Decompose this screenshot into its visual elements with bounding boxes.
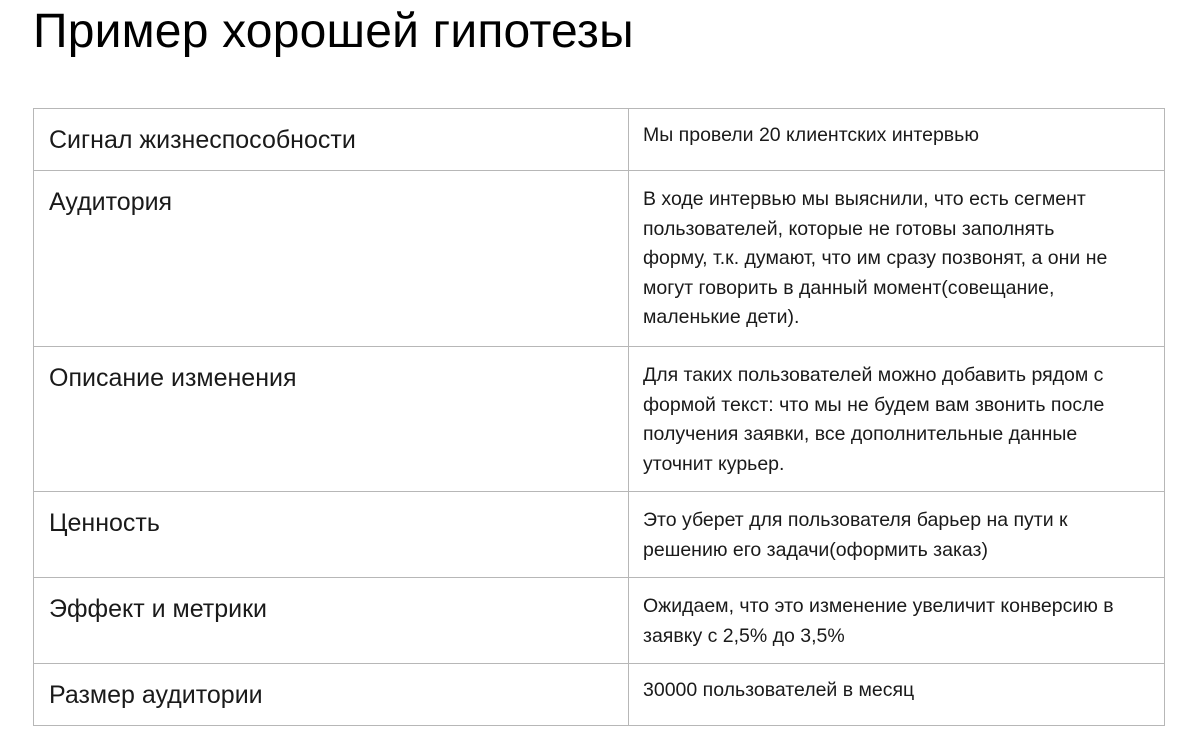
row-value [629,171,1165,347]
value-line: Это уберет для пользователя барьер на пути к [643,509,1068,531]
value-line: заявку с 2,5% до 3,5% [643,624,845,647]
row-value: 30000 пользователей в месяц [629,664,1165,726]
value-line: Для таких пользователей можно добавить рядом с [643,364,1104,386]
row-label: Ценность [34,492,629,578]
value-line: маленькие дети). [643,306,800,328]
row-label: Аудитория [34,171,629,347]
value-line: решению его задачи(оформить заказ) [643,538,988,561]
row-label: Описание изменения [34,347,629,492]
hypothesis-table [33,108,1165,726]
table-row [34,109,1165,171]
table-row [34,664,1165,726]
page-title: Пример хорошей гипотезы [33,5,634,58]
row-label: Сигнал жизнеспособности [34,109,629,171]
row-label: Размер аудитории [34,664,629,726]
value-line: могут говорить в данный момент(совещание, [643,276,1055,299]
row-value: Мы провели 20 клиентских интервью [629,109,1165,171]
table-row [34,347,1165,492]
value-line: В ходе интервью мы выяснили, что есть сегмент [643,188,1086,210]
row-value [629,492,1165,578]
value-line: формой текст: что мы не будем вам звонить после [643,393,1105,416]
value-line: получения заявки, все дополнительные данные [643,423,1078,445]
row-value [629,347,1165,492]
value-line: Ожидаем, что это изменение увеличит конверсию в [643,595,1114,617]
row-value [629,578,1165,664]
table-row [34,171,1165,347]
value-line: форму, т.к. думают, что им сразу позвонят, а они не [643,247,1108,269]
row-label: Эффект и метрики [34,578,629,664]
value-line: уточнит курьер. [643,452,785,475]
table-row [34,492,1165,578]
value-line: пользователей, которые не готовы заполнять [643,217,1055,240]
table-row [34,578,1165,664]
